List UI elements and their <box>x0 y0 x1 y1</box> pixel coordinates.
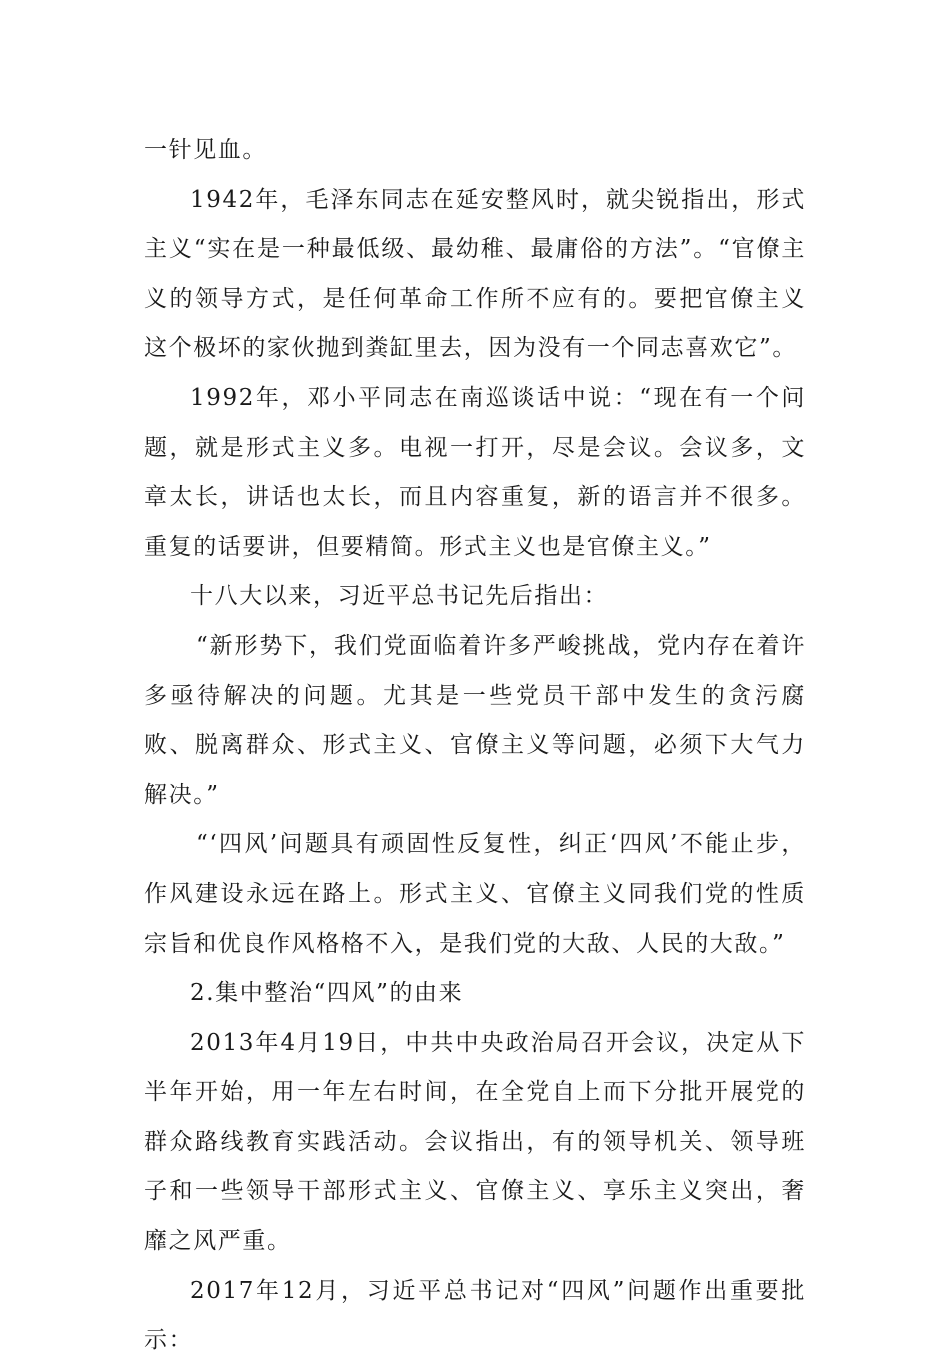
paragraph-mao-1942: 1942年，毛泽东同志在延安整风时，就尖锐指出，形式主义“实在是一种最低级、最幼稚、最庸俗的方法”。“官僚主义的领导方式，是任何革命工作所不应有的。要把官僚主义这个极坏的家伙抛到粪缸里去，因为没有一个同志喜欢它”。 <box>144 186 806 362</box>
paragraph-deng-1992: 1992年，邓小平同志在南巡谈话中说：“现在有一个问题，就是形式主义多。电视一打开，尽是会议。会议多，文章太长，讲话也太长，而且内容重复，新的语言并不很多。重复的话要讲，但要精简。形式主义也是官僚主义。” <box>144 384 806 560</box>
document-body <box>144 126 806 1366</box>
paragraph-continuation: 一针见血。 <box>144 137 267 163</box>
quote-new-situation: “新形势下，我们党面临着许多严峻挑战，党内存在着许多亟待解决的问题。尤其是一些党员干部中发生的贪污腐败、脱离群众、形式主义、官僚主义等问题，必须下大气力解决。” <box>144 632 806 808</box>
quote-four-winds: “‘四风’问题具有顽固性反复性，纠正‘四风’不能止步，作风建设永远在路上。形式主义、官僚主义同我们党的性质宗旨和优良作风格格不入，是我们党的大敌、人民的大敌。” <box>144 831 806 957</box>
paragraph-2013-meeting: 2013年4月19日，中共中央政治局召开会议，决定从下半年开始，用一年左右时间，在全党自上而下分批开展党的群众路线教育实践活动。会议指出，有的领导机关、领导班子和一些领导干部形式主义、官僚主义、享乐主义突出，奢靡之风严重。 <box>144 1029 806 1255</box>
paragraph-2017-instruction: 2017年12月，习近平总书记对“四风”问题作出重要批示： <box>144 1277 806 1354</box>
paragraph-since-18th-congress: 十八大以来，习近平总书记先后指出： <box>190 583 609 610</box>
section-heading-origin: 2.集中整治“四风”的由来 <box>190 980 464 1007</box>
